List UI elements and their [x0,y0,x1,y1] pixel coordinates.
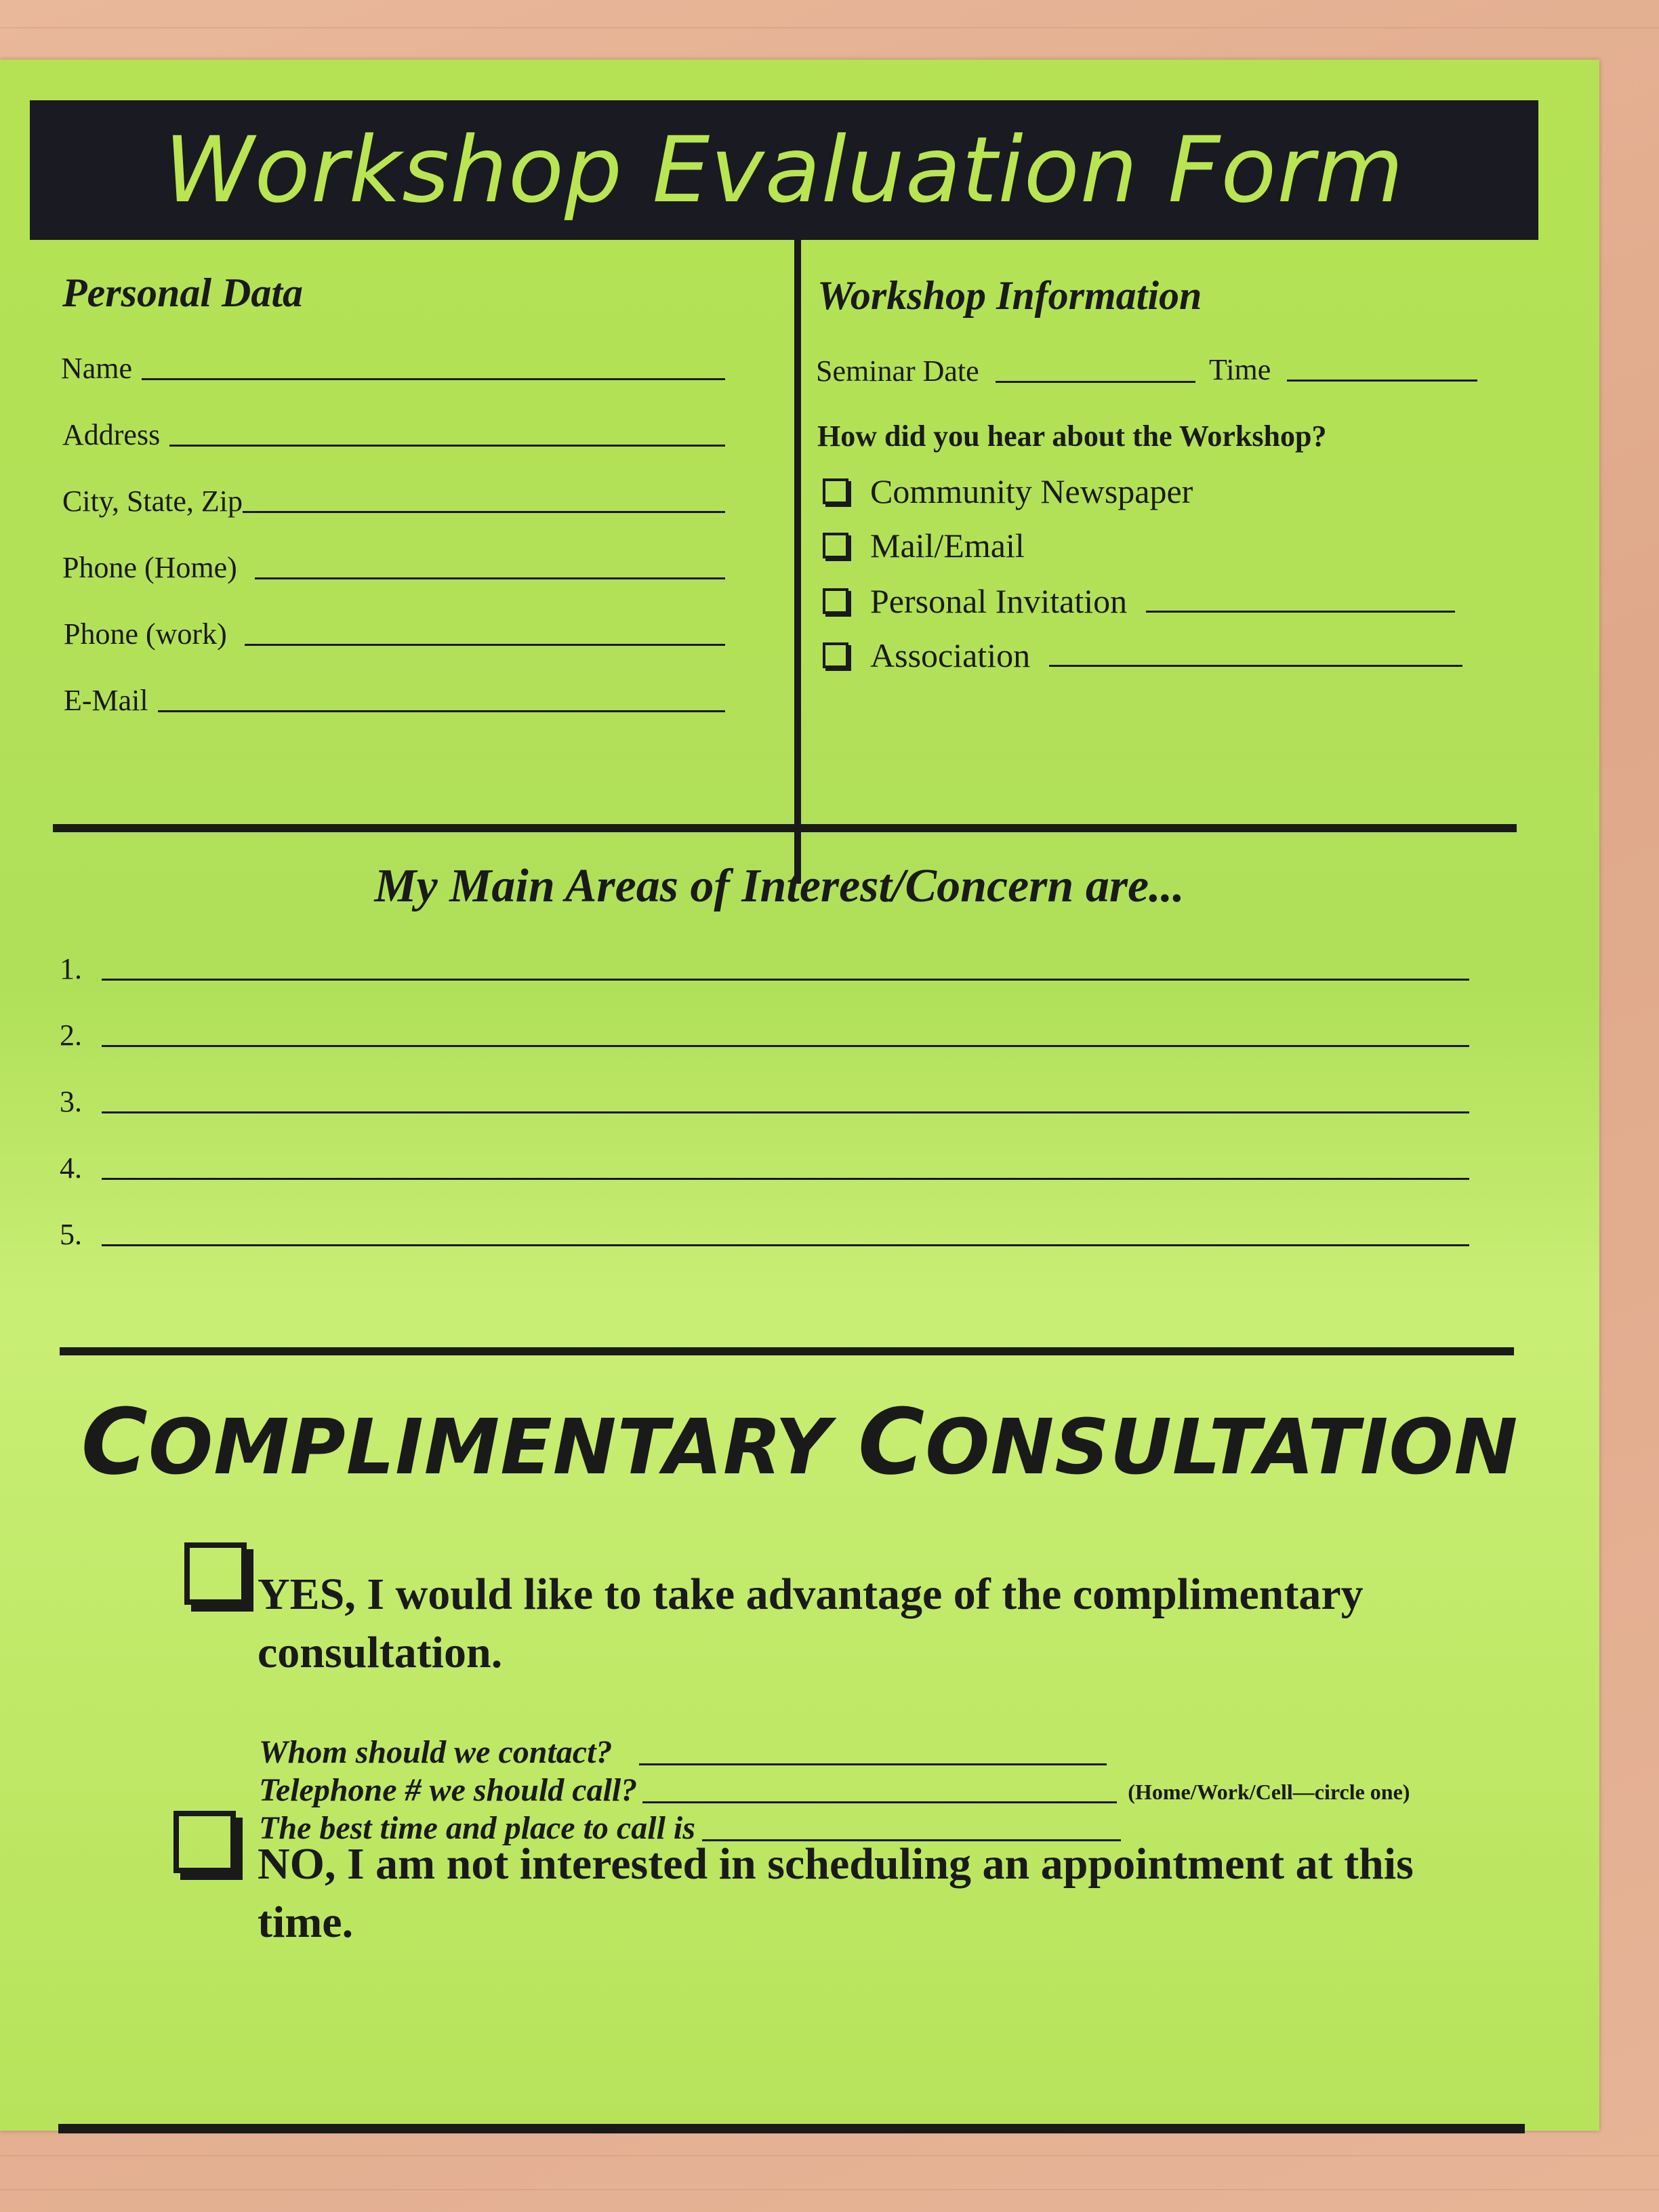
middle-divider [60,1347,1514,1355]
address-field[interactable] [62,417,725,452]
city-state-zip-field[interactable] [62,484,725,518]
option-label: Community Newspaper [870,472,1193,510]
form-title: Workshop Evaluation Form [164,117,1404,223]
option-mail-email[interactable] [823,526,1025,565]
title-banner [30,100,1538,240]
phone-home-field[interactable] [62,550,725,585]
contact-field[interactable] [259,1734,1107,1771]
time-field[interactable] [1209,352,1477,387]
telephone-label: Telephone # we should call? [259,1772,638,1808]
checkbox[interactable] [823,533,848,558]
number: 1. [60,952,82,985]
interest-line-2[interactable] [60,1018,1469,1052]
option-personal-invitation[interactable] [823,581,1455,621]
email-field[interactable] [64,683,725,718]
time-label: Time [1209,353,1271,386]
yes-checkbox[interactable] [184,1542,247,1605]
email-label: E-Mail [64,684,148,717]
no-checkbox[interactable] [173,1811,236,1873]
bottom-divider [58,2124,1525,2133]
personal-data-heading: Personal Data [62,270,304,315]
name-label: Name [61,352,133,385]
option-label: Association [870,636,1031,674]
option-community-newspaper[interactable] [823,472,1193,511]
workshop-info-heading: Workshop Information [817,273,1202,318]
option-association[interactable] [823,636,1462,675]
checkbox[interactable] [823,588,848,614]
number: 5. [60,1218,82,1251]
option-label: Mail/Email [870,527,1025,565]
number: 2. [60,1019,82,1052]
no-option-text: NO, I am not interested in scheduling an appointment at this time. [258,1839,1414,1947]
top-section-divider [53,824,1517,832]
consultation-title: COMPLIMENTARY CONSULTATION [81,1389,1519,1495]
hear-about-question: How did you hear about the Workshop? [817,419,1327,453]
name-field[interactable] [61,351,725,386]
best-time-label: The best time and place to call is [259,1810,695,1846]
column-divider [794,240,801,884]
interest-line-4[interactable] [60,1151,1469,1185]
phone-work-label: Phone (work) [64,617,227,651]
city-state-zip-label: City, State, Zip [62,485,243,518]
telephone-field[interactable] [259,1771,1410,1809]
interest-line-5[interactable] [60,1217,1469,1252]
seminar-date-label: Seminar Date [816,354,979,388]
interests-heading: My Main Areas of Interest/Concern are... [374,860,1185,912]
association-line[interactable] [1049,665,1462,667]
phone-home-label: Phone (Home) [62,551,237,584]
number: 3. [60,1085,82,1118]
invitation-line[interactable] [1146,611,1455,613]
address-label: Address [62,418,161,451]
evaluation-form [0,60,1599,2131]
interest-line-1[interactable] [60,951,1469,986]
seminar-date-field[interactable] [816,354,1195,388]
yes-option-text: YES, I would like to take advantage of the complimentary consultation. [258,1570,1364,1677]
number: 4. [60,1151,82,1185]
checkbox[interactable] [823,478,848,504]
interest-line-3[interactable] [60,1084,1469,1119]
phone-work-field[interactable] [64,617,725,651]
option-label: Personal Invitation [870,582,1128,620]
checkbox[interactable] [823,642,848,668]
phone-type-note: (Home/Work/Cell—circle one) [1128,1780,1410,1804]
contact-label: Whom should we contact? [259,1734,613,1770]
